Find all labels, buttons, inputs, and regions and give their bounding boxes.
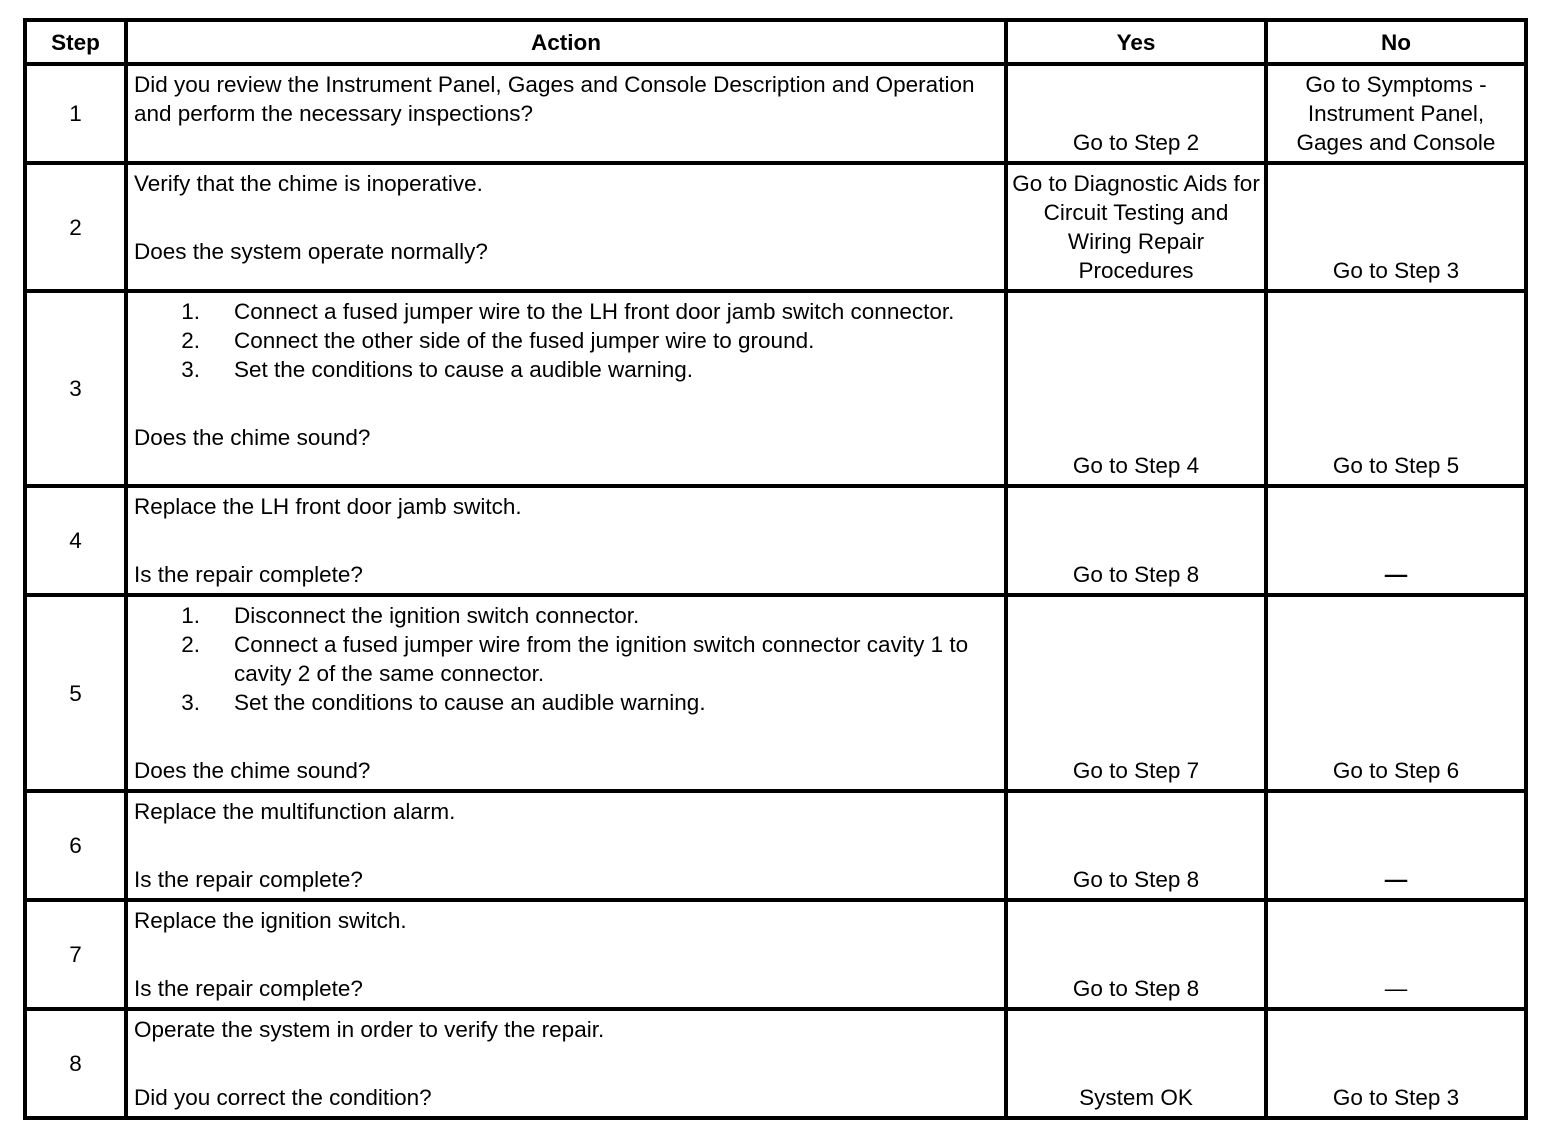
action-steps-list	[134, 601, 1000, 717]
step-number: 8	[25, 1009, 126, 1118]
action-cell	[126, 900, 1006, 1009]
action-question: Is the repair complete?	[134, 867, 363, 892]
step-number: 3	[25, 291, 126, 486]
table-row	[25, 595, 1526, 791]
table-row	[25, 64, 1526, 163]
step-number: 5	[25, 595, 126, 791]
action-cell	[126, 1009, 1006, 1118]
table-row	[25, 486, 1526, 595]
step-number: 1	[25, 64, 126, 163]
action-question: Does the chime sound?	[134, 425, 371, 450]
yes-cell: Go to Step 2	[1006, 64, 1266, 163]
table-row	[25, 791, 1526, 900]
step-number: 6	[25, 791, 126, 900]
action-cell	[126, 64, 1006, 163]
header-row	[25, 20, 1526, 64]
action-cell	[126, 486, 1006, 595]
no-cell: Go to Step 5	[1266, 291, 1526, 486]
no-cell: —	[1266, 900, 1526, 1009]
no-cell: —	[1266, 791, 1526, 900]
list-item: 2. Connect a fused jumper wire from the ignition switch connector cavity 1 to cavity 2 of the same connector.	[181, 632, 969, 686]
action-text: Did you review the Instrument Panel, Gages and Console Description and Operation and perform the necessary inspections?	[134, 72, 975, 126]
yes-cell: Go to Diagnostic Aids for Circuit Testing and Wiring Repair Procedures	[1006, 163, 1266, 291]
list-item: 1. Disconnect the ignition switch connector.	[181, 603, 640, 628]
action-question: Is the repair complete?	[134, 562, 363, 587]
no-cell: Go to Step 3	[1266, 163, 1526, 291]
action-question: Is the repair complete?	[134, 976, 363, 1001]
action-text: Replace the ignition switch.	[134, 908, 407, 933]
action-question: Does the chime sound?	[134, 758, 371, 783]
action-question: Does the system operate normally?	[134, 239, 488, 264]
header-no: No	[1266, 20, 1526, 64]
step-number: 7	[25, 900, 126, 1009]
table-row	[25, 900, 1526, 1009]
action-text: Verify that the chime is inoperative.	[134, 171, 483, 196]
no-cell: Go to Step 6	[1266, 595, 1526, 791]
action-cell	[126, 595, 1006, 791]
header-yes: Yes	[1006, 20, 1266, 64]
yes-cell: Go to Step 8	[1006, 486, 1266, 595]
list-item: 3. Set the conditions to cause a audible warning.	[181, 357, 694, 382]
list-item: 2. Connect the other side of the fused jumper wire to ground.	[181, 328, 815, 353]
yes-cell: System OK	[1006, 1009, 1266, 1118]
action-question: Did you correct the condition?	[134, 1085, 432, 1110]
action-cell	[126, 291, 1006, 486]
header-step: Step	[25, 20, 126, 64]
list-item: 3. Set the conditions to cause an audible warning.	[181, 690, 706, 715]
no-cell: Go to Step 3	[1266, 1009, 1526, 1118]
action-cell	[126, 163, 1006, 291]
step-number: 2	[25, 163, 126, 291]
yes-cell: Go to Step 7	[1006, 595, 1266, 791]
yes-cell: Go to Step 8	[1006, 791, 1266, 900]
no-cell: —	[1266, 486, 1526, 595]
step-number: 4	[25, 486, 126, 595]
header-action: Action	[126, 20, 1006, 64]
table-row	[25, 291, 1526, 486]
list-item: 1. Connect a fused jumper wire to the LH front door jamb switch connector.	[181, 299, 955, 324]
action-cell	[126, 791, 1006, 900]
action-text: Replace the multifunction alarm.	[134, 799, 456, 824]
diagnostic-table-container	[23, 18, 1528, 1120]
yes-cell: Go to Step 8	[1006, 900, 1266, 1009]
action-text: Replace the LH front door jamb switch.	[134, 494, 522, 519]
no-cell: Go to Symptoms - Instrument Panel, Gages and Console	[1266, 64, 1526, 163]
action-steps-list	[134, 297, 1000, 384]
table-row	[25, 1009, 1526, 1118]
action-text: Operate the system in order to verify the repair.	[134, 1017, 605, 1042]
table-row	[25, 163, 1526, 291]
diagnostic-table	[23, 18, 1528, 1120]
yes-cell: Go to Step 4	[1006, 291, 1266, 486]
